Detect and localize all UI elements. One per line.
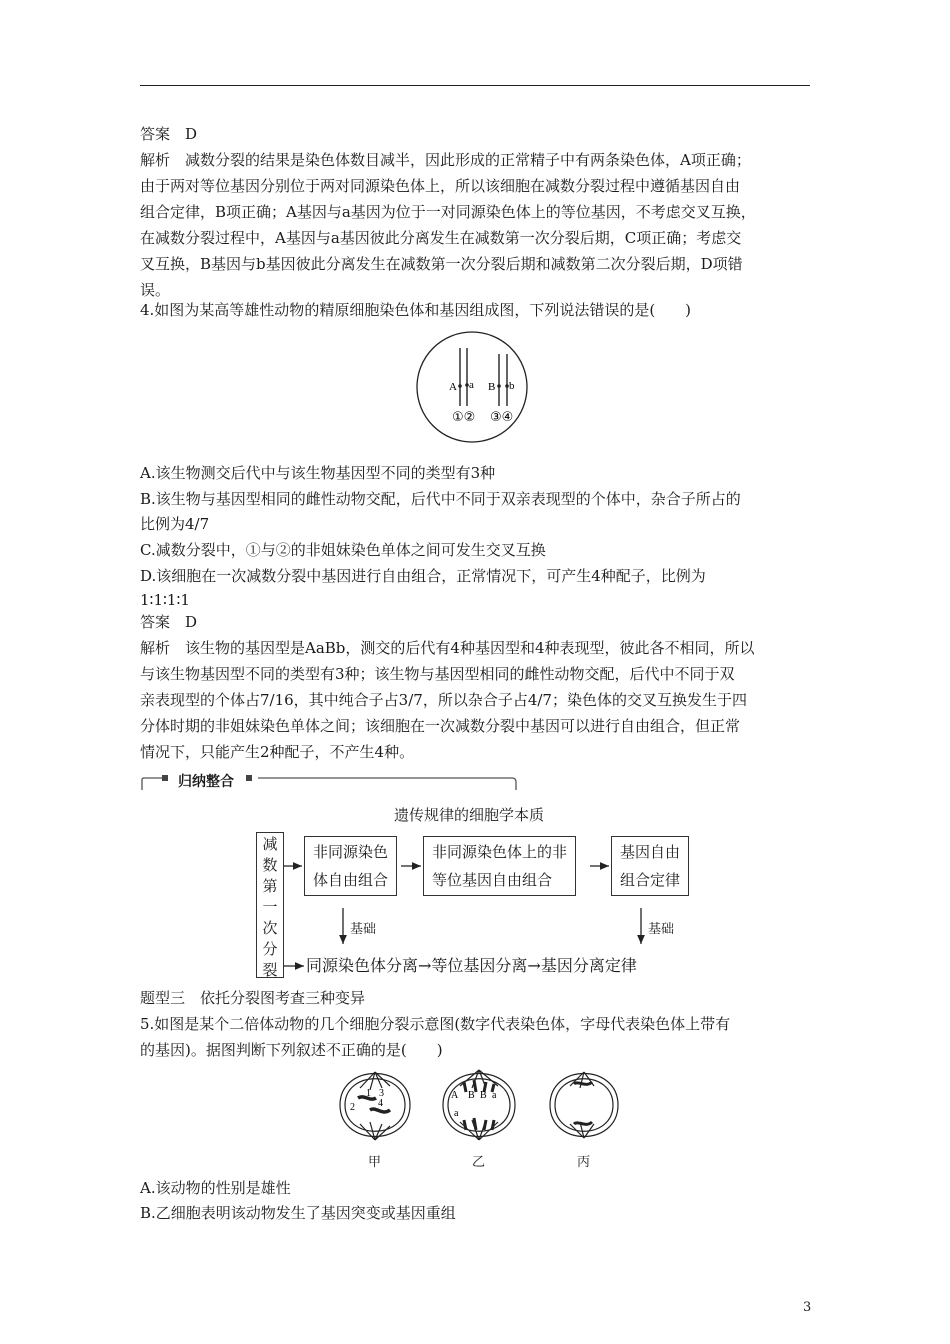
cell-division-figure bbox=[330, 1058, 620, 1153]
gene-label: B bbox=[468, 1090, 475, 1101]
vertical-char: 数 bbox=[262, 856, 278, 874]
analysis-line: 组合定律，B项正确；A基因与a基因为位于一对同源染色体上的等位基因，不考虑交叉互换， bbox=[140, 203, 756, 221]
type3-heading: 题型三 依托分裂图考查三种变异 bbox=[140, 989, 366, 1007]
analysis-line: 由于两对等位基因分别位于两对同源染色体上，所以该细胞在减数分裂过程中遵循基因自由 bbox=[140, 177, 741, 195]
analysis-line: 分体时期的非姐妹染色单体之间；该细胞在一次减数分裂中基因可以进行自由组合，但正常 bbox=[140, 717, 741, 735]
bottom-flow-text: 同源染色体分离→等位基因分离→基因分离定律 bbox=[306, 956, 637, 975]
option-c: C.减数分裂中，①与②的非姐妹染色单体之间可发生交叉互换 bbox=[140, 541, 546, 559]
analysis-line: 在减数分裂过程中，A基因与a基因彼此分离发生在减数第一次分裂后期，C项正确；考虑交 bbox=[140, 229, 742, 247]
box-text: 非同源染色 bbox=[313, 843, 389, 861]
gene-label: A bbox=[449, 381, 457, 393]
figure-caption-bing: 丙 bbox=[577, 1155, 591, 1170]
question-4-stem: 4.如图为某高等雄性动物的精原细胞染色体和基因组成图，下列说法错误的是( ) bbox=[140, 301, 692, 319]
gene-label: a bbox=[454, 1108, 459, 1119]
box-text: 组合定律 bbox=[620, 871, 681, 889]
figure-caption-jia: 甲 bbox=[368, 1155, 382, 1170]
option-b-cont: 比例为4/7 bbox=[140, 515, 210, 533]
analysis-line: 误。 bbox=[140, 281, 171, 299]
vertical-char: 第 bbox=[262, 877, 278, 895]
vertical-char: 一 bbox=[262, 898, 278, 916]
vertical-char: 减 bbox=[262, 835, 278, 853]
cell-yi bbox=[443, 1070, 515, 1140]
box-text: 非同源染色体上的非 bbox=[432, 843, 568, 861]
analysis-line: 亲表现型的个体占7/16，其中纯合子占3/7，所以杂合子占4/7；染色体的交叉互换发生于四 bbox=[140, 691, 747, 709]
option-d: D.该细胞在一次减数分裂中基因进行自由组合，正常情况下，可产生4种配子，比例为 bbox=[140, 567, 706, 585]
flowchart-title: 遗传规律的细胞学本质 bbox=[394, 806, 545, 824]
page-number: 3 bbox=[803, 1300, 812, 1315]
basis-label: 基础 bbox=[350, 922, 377, 937]
option-b: B.该生物与基因型相同的雌性动物交配，后代中不同于双亲表现型的个体中，杂合子所占的 bbox=[140, 490, 741, 508]
basis-label: 基础 bbox=[648, 922, 675, 937]
option-b: B.乙细胞表明该动物发生了基因突变或基因重组 bbox=[140, 1204, 456, 1222]
figure-caption-yi: 乙 bbox=[472, 1155, 486, 1170]
chromosome-number: 4 bbox=[378, 1098, 383, 1109]
box-text: 体自由组合 bbox=[313, 871, 389, 889]
option-a: A.该生物测交后代中与该生物基因型不同的类型有3种 bbox=[140, 464, 496, 482]
analysis-line: 与该生物基因型不同的类型有3种；该生物与基因型相同的雌性动物交配，后代中不同于双 bbox=[140, 665, 735, 683]
gene-label: a bbox=[492, 1090, 497, 1101]
analysis-line: 情况下，只能产生2种配子，不产生4种。 bbox=[140, 743, 415, 761]
gene-label: b bbox=[509, 380, 515, 392]
chromosome-numbers: ①② bbox=[452, 410, 476, 425]
chromosome-numbers: ③④ bbox=[490, 410, 514, 425]
analysis-line: 解析 减数分裂的结果是染色体数目减半，因此形成的正常精子中有两条染色体，A项正确； bbox=[140, 151, 751, 169]
gene-label: B bbox=[480, 1090, 487, 1101]
gene-label: A bbox=[451, 1090, 459, 1101]
cell-bing bbox=[550, 1072, 618, 1138]
analysis-line: 叉互换，B基因与b基因彼此分离发生在减数第一次分裂后期和减数第二次分裂后期，D项错 bbox=[140, 255, 743, 273]
analysis-line: 解析 该生物的基因型是AaBb，测交的后代有4种基因型和4种表现型，彼此各不相同，所以 bbox=[140, 639, 755, 657]
vertical-char: 裂 bbox=[262, 961, 278, 979]
vertical-char: 分 bbox=[262, 940, 278, 958]
chromosome-number: 2 bbox=[350, 1102, 355, 1113]
option-d-cont: 1∶1∶1∶1 bbox=[140, 591, 190, 609]
chromosome-number: 3 bbox=[379, 1088, 384, 1099]
answer-line: 答案 D bbox=[140, 613, 198, 631]
gene-label: B bbox=[488, 381, 496, 393]
section-header-label: 归纳整合 bbox=[174, 771, 238, 791]
box-text: 基因自由 bbox=[620, 843, 681, 861]
option-a: A.该动物的性别是雄性 bbox=[140, 1179, 291, 1197]
vertical-char: 次 bbox=[262, 919, 278, 937]
question-5-stem: 5.如图是某个二倍体动物的几个细胞分裂示意图(数字代表染色体，字母代表染色体上带有 bbox=[140, 1015, 731, 1033]
box-text: 等位基因自由组合 bbox=[432, 871, 553, 889]
chromosome-number: 1 bbox=[366, 1088, 371, 1099]
question-5-stem-cont: 的基因)。据图判断下列叙述不正确的是( ) bbox=[140, 1041, 443, 1059]
gene-label: a bbox=[469, 379, 474, 391]
answer-line: 答案 D bbox=[140, 125, 198, 143]
